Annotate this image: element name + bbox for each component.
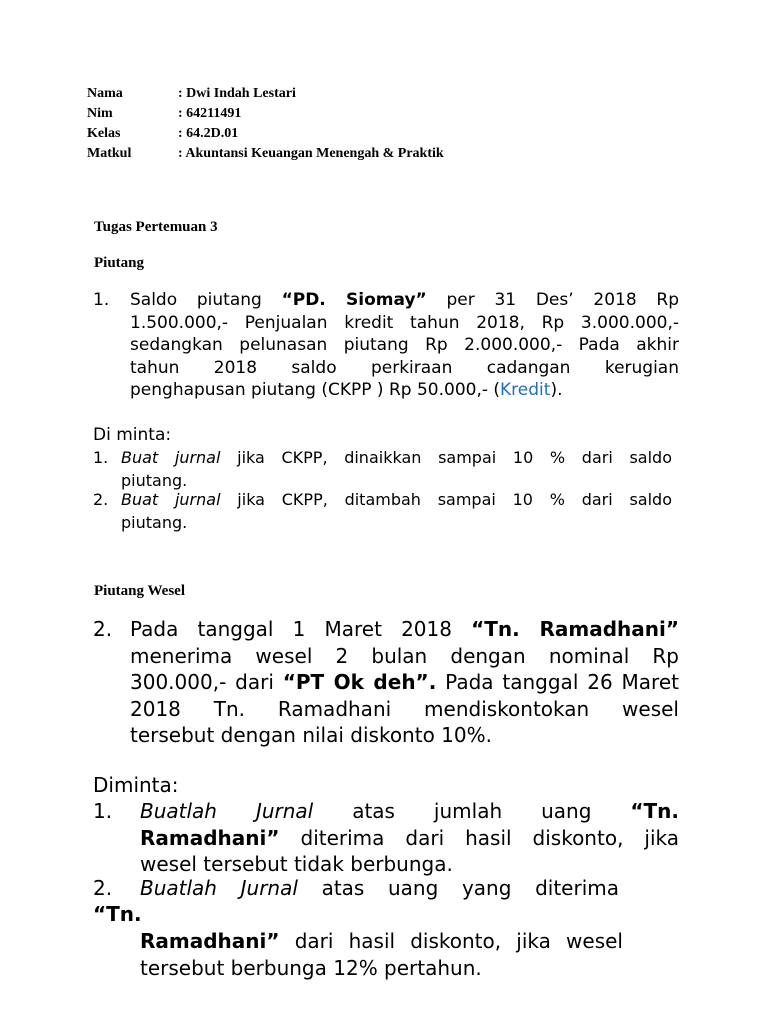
wesel-task-2-line1 (140, 875, 619, 902)
identity-row-matkul (87, 146, 507, 164)
task-1 (121, 447, 672, 492)
identity-row-nama (87, 86, 487, 104)
identity-key: Nim (87, 106, 113, 121)
identity-row-kelas (87, 126, 487, 144)
question-number: 2. (93, 617, 113, 641)
assignment-title: Tugas Pertemuan 3 (94, 219, 218, 235)
task-2 (121, 489, 672, 534)
question-2-text (130, 616, 679, 749)
question-line: 1.500.000,- Penjualan kredit tahun 2018, Rp 3.000.000,- (130, 312, 679, 333)
kredit-label: Kredit (500, 380, 551, 400)
task-line: Buatlah Jurnal atas jumlah uang “Tn. (140, 799, 679, 823)
question-line: 2018 Tn. Ramadhani mendiskontokan wesel (130, 696, 679, 721)
identity-value: : Dwi Indah Lestari (178, 86, 296, 101)
task-line: Buatlah Jurnal atas uang yang diterima (140, 876, 619, 900)
question-line: sedangkan pelunasan piutang Rp 2.000.000,- Pada akhir (130, 335, 679, 355)
question-number: 1. (93, 290, 110, 310)
task-number: 2. (93, 876, 113, 900)
identity-value: : 64.2D.01 (178, 126, 239, 141)
question-1-text (130, 289, 679, 402)
task-line: Ramadhani” dari hasil diskonto, jika wesel (140, 929, 623, 953)
wesel-task-1 (140, 798, 679, 878)
section-heading-piutang: Piutang (94, 255, 145, 271)
identity-value: : Akuntansi Keuangan Menengah & Praktik (178, 146, 444, 161)
task-number: 1. (93, 799, 113, 823)
question-line: Pada tanggal 1 Maret 2018 “Tn. Ramadhani” (130, 617, 679, 641)
question-line: penghapusan piutang (CKPP ) Rp 50.000,- (Kredit). (130, 380, 563, 400)
identity-row-nim (87, 106, 487, 124)
question-line: tersebut dengan nilai diskonto 10%. (130, 723, 492, 747)
diminta-label: Di minta: (93, 425, 172, 445)
identity-key: Kelas (87, 126, 121, 141)
identity-key: Matkul (87, 146, 132, 161)
wesel-task-2-rest (140, 928, 623, 981)
diminta-label: Diminta: (93, 773, 179, 797)
question-line: 300.000,- dari “PT Ok deh”. Pada tanggal 26 Maret (130, 670, 679, 694)
task-line: piutang. (121, 470, 188, 490)
task-line: Ramadhani” diterima dari hasil diskonto, jika (140, 825, 679, 850)
task-line: wesel tersebut tidak berbunga. (140, 852, 453, 876)
task-line: piutang. (121, 512, 188, 532)
task-number: 1. (93, 448, 109, 467)
task-line: tersebut berbunga 12% pertahun. (140, 955, 482, 980)
identity-key: Nama (87, 86, 123, 101)
question-line: menerima wesel 2 bulan dengan nominal Rp (130, 643, 679, 668)
identity-value: : 64211491 (178, 106, 242, 121)
task-number: 2. (93, 490, 109, 509)
question-line: tahun 2018 saldo perkiraan cadangan kerugian (130, 357, 679, 378)
question-line: Saldo piutang “PD. Siomay” per 31 Des’ 2018 Rp (130, 290, 679, 310)
task-line: Buat jurnal jika CKPP, ditambah sampai 10 % dari saldo (121, 490, 672, 509)
section-heading-piutang-wesel: Piutang Wesel (94, 583, 185, 599)
task-line: Buat jurnal jika CKPP, dinaikkan sampai 10 % dari saldo (121, 448, 672, 467)
task-line: “Tn. (93, 902, 142, 926)
